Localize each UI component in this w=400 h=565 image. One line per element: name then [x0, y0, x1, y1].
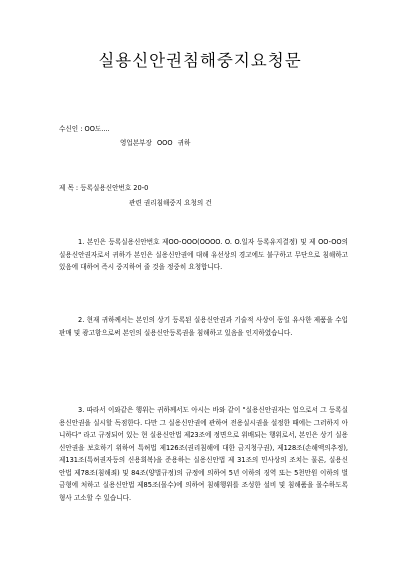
paragraph-3: 3. 따라서 이와같은 행위는 귀하께서도 아시는 바와 같이 "실용신안권자는 업으로서 그 등록실용신안권을 실시할 독점한다. 다만 그 실용신안권에 관하여 전용실시권을 설정한 때에는 그러하지 아니하다" 라고 규정되어 있는 현 실용신안법 제23조에 정면으로 위배되는 행위로서, 본인은 상기 실용신안권을 보호하기 위하여 특허법 제126조(권리침해에 대한 금지청구권), 제128조(손해액의추정), 제131조(특허권자등의 신용회복)을 준용하는 실용신안법 제 31조의 민사상의 조치는 물론, 실용신안법 제78조(침해죄) 및 84조(양벌규정)의 규정에 의하여 5년 이하의 징역 또는 5천만원 이하의 벌금형에 처하고 실용신안법 제85조(몰수)에 의하여 침해행위를 조성한 설비 및 침해품을 몰수하도록 형사 고소할 수 있습니다.: [59, 406, 348, 502]
subject-label: 제 목 :: [59, 184, 81, 192]
paragraph-1: 1. 본인은 등록실용신안번호 제OO-OOO(OOOO. O. O.일자 등록유지결정) 및 제 OO-OO의 실용신안권자로서 귀하가 본인은 실용신안권에 대해 유선상의 경고에도 불구하고 무단으로 침해하고 있음에 대하여 즉시 중지하여 줄 것을 정중히 요청합니다.: [59, 238, 348, 271]
subject-line: [59, 183, 148, 193]
paragraph-2: 2. 현재 귀하께서는 본인의 상기 등록된 실용신안권과 기술적 사상이 동일 유사한 제품을 수입 판매 및 광고함으로써 본인의 실용신안등록권을 침해하고 있음을 인지하였습니다.: [59, 316, 348, 337]
subject-continuation: 관련 권리침해중지 요청의 건: [129, 199, 212, 207]
subject-value: 등록실용신안번호 20-0: [80, 184, 149, 192]
document-title: 실용신안권침해중지요청문: [98, 51, 302, 70]
recipient-line: [59, 124, 110, 134]
recipient-value: OO도....: [84, 125, 110, 133]
recipient-label: 수신인 :: [59, 125, 85, 133]
recipient-position: 영업본부장 OOO 귀하: [120, 139, 191, 147]
